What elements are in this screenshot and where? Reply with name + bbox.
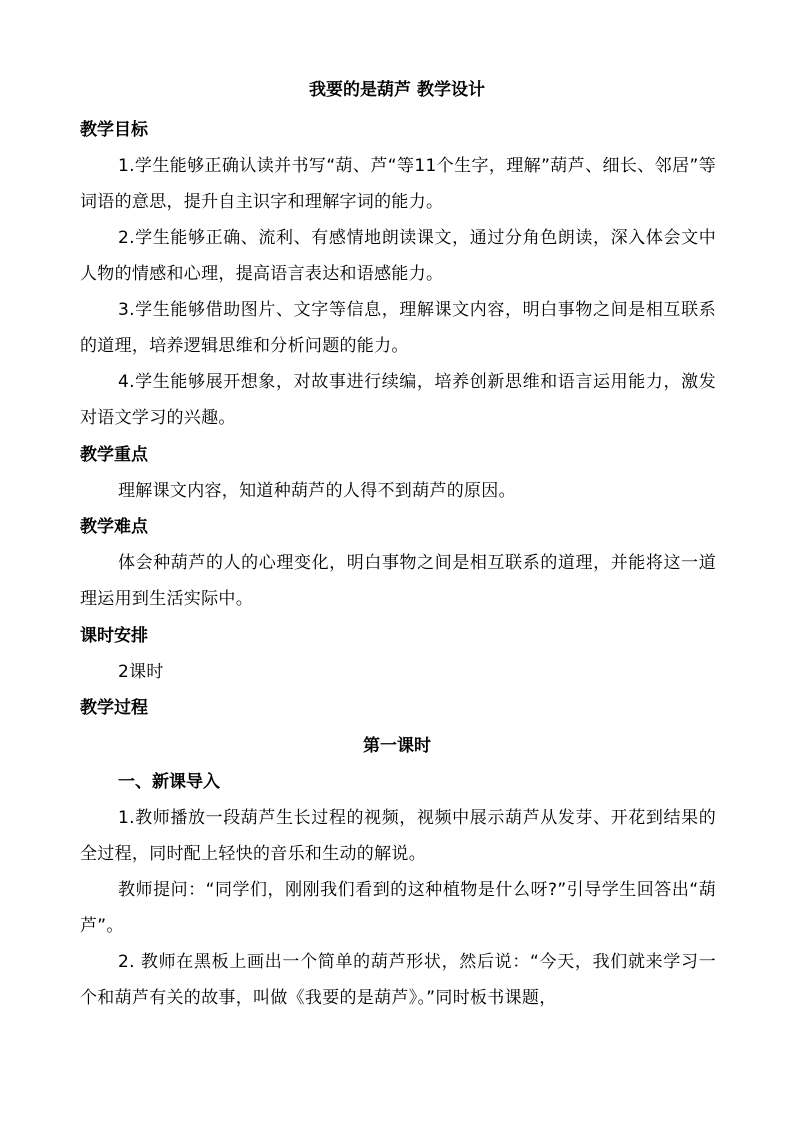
difficulties-heading: 教学难点 [80,517,148,537]
process-paragraph: 1.教师播放一段葫芦生长过程的视频，视频中展示葫芦从发芽、开花到结果的全过程，同时配上轻快的音乐和生动的解说。 [80,808,716,864]
objective-item: 4.学生能够展开想象，对故事进行续编，培养创新思维和语言运用能力，激发对语文学习的兴趣。 [80,372,716,428]
key-points-text: 理解课文内容，知道种葫芦的人得不到葫芦的原因。 [118,481,516,501]
process-paragraph: 2. 教师在黑板上画出一个简单的葫芦形状，然后说：“今天，我们就来学习一个和葫芦有关的故事，叫做《我要的是葫芦》。”同时板书课题， [80,952,716,1008]
process-heading: 教学过程 [80,698,148,718]
section-title: 一、新课导入 [118,772,220,792]
objectives-heading: 教学目标 [80,120,148,140]
difficulties-text: 体会种葫芦的人的心理变化，明白事物之间是相互联系的道理，并能将这一道理运用到生活实际中。 [80,553,716,609]
schedule-heading: 课时安排 [80,626,148,646]
objective-item: 3.学生能够借助图片、文字等信息，理解课文内容，明白事物之间是相互联系的道理，培养逻辑思维和分析问题的能力。 [80,300,716,356]
document-title: 我要的是葫芦 教学设计 [309,80,485,100]
process-paragraph: 教师提问：“同学们，刚刚我们看到的这种植物是什么呀?”引导学生回答出“葫芦”。 [80,880,716,936]
objective-item: 1.学生能够正确认读并书写“葫、芦“等11个生字，理解”葫芦、细长、邻居”等词语的意思，提升自主识字和理解字词的能力。 [80,156,716,212]
lesson-title: 第一课时 [363,736,431,756]
key-points-heading: 教学重点 [80,445,148,465]
schedule-text: 2课时 [118,662,164,682]
objective-item: 2.学生能够正确、流利、有感情地朗读课文，通过分角色朗读，深入体会文中人物的情感和心理，提高语言表达和语感能力。 [80,228,716,284]
